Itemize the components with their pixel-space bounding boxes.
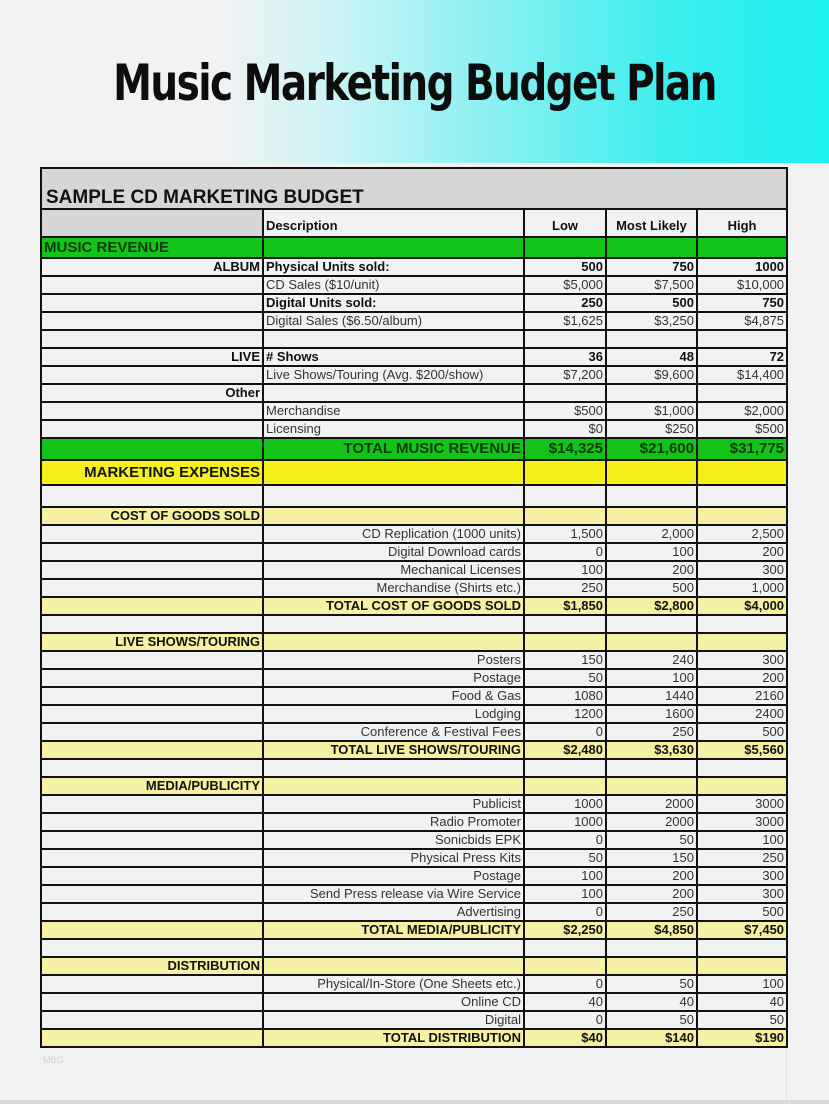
value-most-likely[interactable] xyxy=(606,330,697,348)
value-high[interactable]: 3000 xyxy=(697,795,787,813)
cell xyxy=(41,1029,263,1047)
spacer-row xyxy=(41,939,787,957)
value-high[interactable]: 200 xyxy=(697,543,787,561)
revenue-description: Physical Units sold: xyxy=(263,258,524,276)
expense-total-label: TOTAL LIVE SHOWS/TOURING xyxy=(263,741,524,759)
total-low: $40 xyxy=(524,1029,606,1047)
cell xyxy=(606,237,697,258)
value-most-likely[interactable]: 250 xyxy=(606,723,697,741)
value-low[interactable] xyxy=(524,384,606,402)
expense-row xyxy=(41,579,787,597)
revenue-description xyxy=(263,384,524,402)
expense-description: Send Press release via Wire Service xyxy=(263,885,524,903)
value-low[interactable]: 500 xyxy=(524,258,606,276)
revenue-category: ALBUM xyxy=(41,258,263,276)
revenue-description: Digital Sales ($6.50/album) xyxy=(263,312,524,330)
header-most-likely: Most Likely xyxy=(606,209,697,237)
value-low[interactable]: 0 xyxy=(524,1011,606,1029)
revenue-category xyxy=(41,420,263,438)
cell xyxy=(263,485,524,507)
cell xyxy=(697,615,787,633)
total-low: $1,850 xyxy=(524,597,606,615)
value-low[interactable]: 50 xyxy=(524,669,606,687)
value-most-likely[interactable]: 100 xyxy=(606,669,697,687)
right-margin xyxy=(786,163,829,1104)
cell xyxy=(606,507,697,525)
revenue-description: Digital Units sold: xyxy=(263,294,524,312)
watermark: MBG xyxy=(43,1055,64,1065)
expense-group-header-row xyxy=(41,633,787,651)
value-high[interactable]: 3000 xyxy=(697,813,787,831)
cell xyxy=(263,507,524,525)
value-low[interactable]: 250 xyxy=(524,579,606,597)
expense-row xyxy=(41,525,787,543)
value-most-likely[interactable]: 200 xyxy=(606,867,697,885)
cell xyxy=(41,903,263,921)
cell xyxy=(41,615,263,633)
expense-group-total-row xyxy=(41,741,787,759)
cell xyxy=(41,485,263,507)
value-low[interactable]: 1,500 xyxy=(524,525,606,543)
expense-description: Conference & Festival Fees xyxy=(263,723,524,741)
cell xyxy=(697,759,787,777)
revenue-description: Merchandise xyxy=(263,402,524,420)
cell xyxy=(41,723,263,741)
value-high[interactable] xyxy=(697,384,787,402)
expense-description: Sonicbids EPK xyxy=(263,831,524,849)
value-low[interactable]: 1000 xyxy=(524,813,606,831)
value-high[interactable]: 250 xyxy=(697,849,787,867)
expense-group-label: DISTRIBUTION xyxy=(41,957,263,975)
value-low[interactable]: $5,000 xyxy=(524,276,606,294)
cell xyxy=(524,957,606,975)
value-most-likely[interactable]: $1,000 xyxy=(606,402,697,420)
cell xyxy=(41,1011,263,1029)
revenue-category xyxy=(41,330,263,348)
total-high: $5,560 xyxy=(697,741,787,759)
expense-row xyxy=(41,813,787,831)
value-most-likely[interactable]: 2000 xyxy=(606,813,697,831)
bottom-edge xyxy=(0,1100,829,1104)
value-low[interactable]: 0 xyxy=(524,903,606,921)
value-high[interactable]: 40 xyxy=(697,993,787,1011)
value-low[interactable]: 36 xyxy=(524,348,606,366)
expense-total-label: TOTAL DISTRIBUTION xyxy=(263,1029,524,1047)
cell xyxy=(41,579,263,597)
cell xyxy=(697,957,787,975)
value-high[interactable]: 300 xyxy=(697,561,787,579)
spacer-row xyxy=(41,759,787,777)
column-header-row xyxy=(41,209,787,237)
cell xyxy=(41,975,263,993)
cell xyxy=(41,885,263,903)
value-most-likely[interactable]: 48 xyxy=(606,348,697,366)
revenue-category: LIVE xyxy=(41,348,263,366)
expense-description: Physical/In-Store (One Sheets etc.) xyxy=(263,975,524,993)
music-revenue-label: MUSIC REVENUE xyxy=(41,237,263,258)
value-most-likely[interactable]: 50 xyxy=(606,831,697,849)
expense-description: Food & Gas xyxy=(263,687,524,705)
value-most-likely[interactable]: $7,500 xyxy=(606,276,697,294)
value-most-likely[interactable]: 250 xyxy=(606,903,697,921)
cell xyxy=(606,777,697,795)
total-high: $190 xyxy=(697,1029,787,1047)
expense-row xyxy=(41,867,787,885)
value-low[interactable]: 100 xyxy=(524,885,606,903)
value-most-likely[interactable]: 40 xyxy=(606,993,697,1011)
total-most-likely: $2,800 xyxy=(606,597,697,615)
cell xyxy=(697,939,787,957)
total-blank-cell xyxy=(41,438,263,460)
cell xyxy=(41,759,263,777)
expense-group-label: LIVE SHOWS/TOURING xyxy=(41,633,263,651)
value-most-likely[interactable]: $3,250 xyxy=(606,312,697,330)
value-high[interactable]: 50 xyxy=(697,1011,787,1029)
revenue-description xyxy=(263,330,524,348)
value-high[interactable]: $2,000 xyxy=(697,402,787,420)
cell xyxy=(697,485,787,507)
expense-row xyxy=(41,975,787,993)
expense-row xyxy=(41,705,787,723)
spacer-row xyxy=(41,615,787,633)
revenue-row xyxy=(41,402,787,420)
marketing-expenses-label: MARKETING EXPENSES xyxy=(41,460,263,485)
value-low[interactable]: $7,200 xyxy=(524,366,606,384)
revenue-category xyxy=(41,294,263,312)
expense-description: Radio Promoter xyxy=(263,813,524,831)
expense-group-header-row xyxy=(41,957,787,975)
value-low[interactable]: $500 xyxy=(524,402,606,420)
page-title: Music Marketing Budget Plan xyxy=(113,54,716,112)
expense-group-label: MEDIA/PUBLICITY xyxy=(41,777,263,795)
music-revenue-section-row xyxy=(41,237,787,258)
value-low[interactable]: 40 xyxy=(524,993,606,1011)
revenue-row xyxy=(41,420,787,438)
header-blank-cell xyxy=(41,209,263,237)
expense-row xyxy=(41,795,787,813)
revenue-row xyxy=(41,384,787,402)
expense-group-label: COST OF GOODS SOLD xyxy=(41,507,263,525)
cell xyxy=(524,485,606,507)
value-most-likely[interactable]: 750 xyxy=(606,258,697,276)
spacer-row xyxy=(41,485,787,507)
expense-description: CD Replication (1000 units) xyxy=(263,525,524,543)
revenue-row xyxy=(41,276,787,294)
value-high[interactable]: 300 xyxy=(697,867,787,885)
value-most-likely[interactable]: 500 xyxy=(606,294,697,312)
value-most-likely[interactable]: 200 xyxy=(606,885,697,903)
expense-row xyxy=(41,849,787,867)
value-low[interactable]: 0 xyxy=(524,723,606,741)
cell xyxy=(606,615,697,633)
value-low[interactable]: 0 xyxy=(524,831,606,849)
cell xyxy=(606,460,697,485)
header-description: Description xyxy=(263,209,524,237)
cell xyxy=(41,849,263,867)
cell xyxy=(41,813,263,831)
cell xyxy=(263,237,524,258)
value-high[interactable]: 500 xyxy=(697,903,787,921)
total-most-likely: $140 xyxy=(606,1029,697,1047)
expense-group-total-row xyxy=(41,1029,787,1047)
value-high[interactable]: 1,000 xyxy=(697,579,787,597)
value-most-likely[interactable]: 240 xyxy=(606,651,697,669)
value-low[interactable]: 100 xyxy=(524,867,606,885)
cell xyxy=(524,777,606,795)
cell xyxy=(606,485,697,507)
total-most-likely: $21,600 xyxy=(606,438,697,460)
cell xyxy=(524,507,606,525)
value-most-likely[interactable]: 2,000 xyxy=(606,525,697,543)
value-most-likely[interactable]: 1440 xyxy=(606,687,697,705)
revenue-row xyxy=(41,366,787,384)
cell xyxy=(606,759,697,777)
value-high[interactable]: 500 xyxy=(697,723,787,741)
cell xyxy=(697,237,787,258)
expense-row xyxy=(41,561,787,579)
cell xyxy=(41,831,263,849)
value-high[interactable]: 72 xyxy=(697,348,787,366)
value-most-likely[interactable]: 50 xyxy=(606,975,697,993)
value-high[interactable]: 300 xyxy=(697,885,787,903)
expense-group-header-row xyxy=(41,507,787,525)
value-high[interactable]: 2160 xyxy=(697,687,787,705)
value-low[interactable]: $1,625 xyxy=(524,312,606,330)
total-low: $14,325 xyxy=(524,438,606,460)
value-low[interactable]: 50 xyxy=(524,849,606,867)
revenue-category xyxy=(41,402,263,420)
value-most-likely[interactable]: $9,600 xyxy=(606,366,697,384)
value-high[interactable]: 100 xyxy=(697,831,787,849)
expense-total-label: TOTAL MEDIA/PUBLICITY xyxy=(263,921,524,939)
expense-description: Postage xyxy=(263,669,524,687)
expense-description: Lodging xyxy=(263,705,524,723)
value-low[interactable]: 0 xyxy=(524,975,606,993)
value-high[interactable]: $500 xyxy=(697,420,787,438)
value-most-likely[interactable]: 500 xyxy=(606,579,697,597)
expense-row xyxy=(41,903,787,921)
value-low[interactable]: 1000 xyxy=(524,795,606,813)
expense-description: Digital xyxy=(263,1011,524,1029)
expense-row xyxy=(41,651,787,669)
expense-description: Merchandise (Shirts etc.) xyxy=(263,579,524,597)
revenue-category: Other xyxy=(41,384,263,402)
expense-description: Mechanical Licenses xyxy=(263,561,524,579)
total-music-revenue-label: TOTAL MUSIC REVENUE xyxy=(263,438,524,460)
cell xyxy=(41,741,263,759)
revenue-description: Live Shows/Touring (Avg. $200/show) xyxy=(263,366,524,384)
cell xyxy=(263,615,524,633)
revenue-category xyxy=(41,366,263,384)
cell xyxy=(41,669,263,687)
cell xyxy=(524,460,606,485)
expense-row xyxy=(41,993,787,1011)
value-most-likely[interactable]: 2000 xyxy=(606,795,697,813)
revenue-row xyxy=(41,330,787,348)
expense-row xyxy=(41,885,787,903)
revenue-row xyxy=(41,312,787,330)
value-most-likely[interactable]: 50 xyxy=(606,1011,697,1029)
total-high: $7,450 xyxy=(697,921,787,939)
cell xyxy=(524,615,606,633)
cell xyxy=(41,543,263,561)
cell xyxy=(606,939,697,957)
cell xyxy=(263,777,524,795)
total-music-revenue-row xyxy=(41,438,787,460)
value-high[interactable]: $10,000 xyxy=(697,276,787,294)
value-most-likely[interactable] xyxy=(606,384,697,402)
value-low[interactable]: 1080 xyxy=(524,687,606,705)
cell xyxy=(41,705,263,723)
value-high[interactable]: 750 xyxy=(697,294,787,312)
cell xyxy=(697,460,787,485)
cell xyxy=(41,993,263,1011)
value-high[interactable]: 1000 xyxy=(697,258,787,276)
expense-description: Advertising xyxy=(263,903,524,921)
value-high[interactable]: 2400 xyxy=(697,705,787,723)
cell xyxy=(263,633,524,651)
value-most-likely[interactable]: 1600 xyxy=(606,705,697,723)
expense-description: Publicist xyxy=(263,795,524,813)
cell xyxy=(697,507,787,525)
expense-group-header-row xyxy=(41,777,787,795)
value-most-likely[interactable]: 100 xyxy=(606,543,697,561)
cell xyxy=(263,939,524,957)
value-high[interactable] xyxy=(697,330,787,348)
budget-spreadsheet xyxy=(40,167,788,1048)
total-high: $4,000 xyxy=(697,597,787,615)
sheet-title: SAMPLE CD MARKETING BUDGET xyxy=(41,168,787,209)
cell xyxy=(263,460,524,485)
cell xyxy=(41,525,263,543)
cell xyxy=(524,939,606,957)
cell xyxy=(41,561,263,579)
total-low: $2,480 xyxy=(524,741,606,759)
total-high: $31,775 xyxy=(697,438,787,460)
header-high: High xyxy=(697,209,787,237)
expense-description: Digital Download cards xyxy=(263,543,524,561)
revenue-row xyxy=(41,258,787,276)
value-most-likely[interactable]: 150 xyxy=(606,849,697,867)
total-low: $2,250 xyxy=(524,921,606,939)
value-high[interactable]: $4,875 xyxy=(697,312,787,330)
cell xyxy=(41,687,263,705)
marketing-expenses-section-row xyxy=(41,460,787,485)
cell xyxy=(263,957,524,975)
revenue-description: # Shows xyxy=(263,348,524,366)
cell xyxy=(697,633,787,651)
value-low[interactable] xyxy=(524,330,606,348)
value-high[interactable]: $14,400 xyxy=(697,366,787,384)
value-low[interactable]: $0 xyxy=(524,420,606,438)
cell xyxy=(41,795,263,813)
revenue-category xyxy=(41,276,263,294)
expense-row xyxy=(41,723,787,741)
value-high[interactable]: 2,500 xyxy=(697,525,787,543)
expense-description: Online CD xyxy=(263,993,524,1011)
expense-row xyxy=(41,687,787,705)
cell xyxy=(524,759,606,777)
cell xyxy=(41,597,263,615)
cell xyxy=(41,921,263,939)
cell xyxy=(697,777,787,795)
expense-description: Posters xyxy=(263,651,524,669)
expense-group-total-row xyxy=(41,597,787,615)
value-low[interactable]: 1200 xyxy=(524,705,606,723)
expense-description: Postage xyxy=(263,867,524,885)
revenue-category xyxy=(41,312,263,330)
revenue-row xyxy=(41,294,787,312)
expense-row xyxy=(41,831,787,849)
value-most-likely[interactable]: 200 xyxy=(606,561,697,579)
cell xyxy=(606,957,697,975)
revenue-description: CD Sales ($10/unit) xyxy=(263,276,524,294)
revenue-description: Licensing xyxy=(263,420,524,438)
cell xyxy=(524,633,606,651)
cell xyxy=(41,867,263,885)
value-high[interactable]: 100 xyxy=(697,975,787,993)
expense-group-total-row xyxy=(41,921,787,939)
cell xyxy=(606,633,697,651)
expense-row xyxy=(41,1011,787,1029)
value-low[interactable]: 100 xyxy=(524,561,606,579)
value-high[interactable]: 200 xyxy=(697,669,787,687)
total-most-likely: $4,850 xyxy=(606,921,697,939)
cell xyxy=(263,759,524,777)
revenue-row xyxy=(41,348,787,366)
value-low[interactable]: 150 xyxy=(524,651,606,669)
expense-row xyxy=(41,543,787,561)
cell xyxy=(524,237,606,258)
expense-row xyxy=(41,669,787,687)
total-most-likely: $3,630 xyxy=(606,741,697,759)
sheet-title-row xyxy=(41,168,787,209)
expense-total-label: TOTAL COST OF GOODS SOLD xyxy=(263,597,524,615)
value-high[interactable]: 300 xyxy=(697,651,787,669)
cell xyxy=(41,651,263,669)
value-low[interactable]: 0 xyxy=(524,543,606,561)
value-low[interactable]: 250 xyxy=(524,294,606,312)
header-low: Low xyxy=(524,209,606,237)
cell xyxy=(41,939,263,957)
expense-description: Physical Press Kits xyxy=(263,849,524,867)
value-most-likely[interactable]: $250 xyxy=(606,420,697,438)
